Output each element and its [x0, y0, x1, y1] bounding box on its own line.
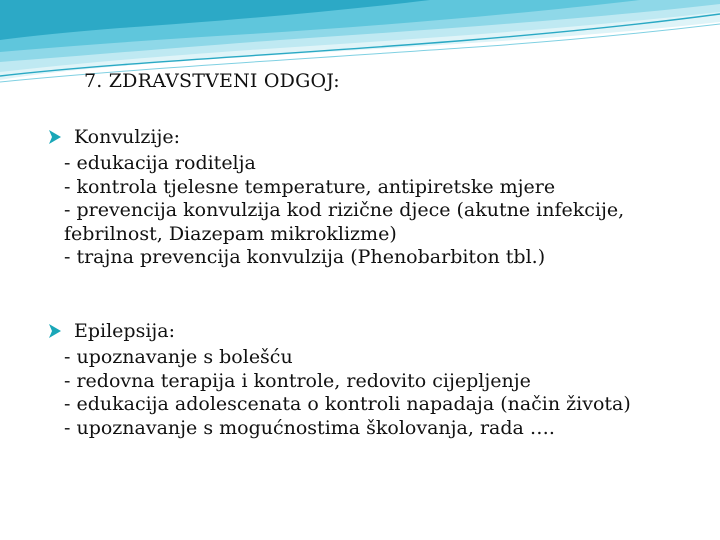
- item-list: [64, 346, 708, 440]
- list-item: - upoznavanje s mogućnostima školovanja, rada ….: [64, 416, 555, 439]
- section-epilepsija: [48, 318, 708, 440]
- list-item: - trajna prevencija konvulzija (Phenobarbiton tbl.): [64, 246, 546, 268]
- list-item: - edukacija roditelja: [64, 152, 256, 174]
- section-heading: Konvulzije:: [74, 126, 181, 148]
- section-heading-row: [48, 124, 708, 150]
- list-item: - upoznavanje s bolešću: [64, 346, 293, 368]
- section-heading: Epilepsija:: [74, 320, 176, 342]
- section-heading-row: [48, 318, 708, 344]
- slide-title: 7. ZDRAVSTVENI ODGOJ:: [84, 70, 340, 92]
- list-item: - edukacija adolescenata o kontroli napadaja (način života): [64, 393, 631, 415]
- list-item: - redovna terapija i kontrole, redovito cijepljenje: [64, 369, 531, 392]
- arrow-bullet-icon: [48, 129, 62, 145]
- item-list: [64, 152, 708, 270]
- section-konvulzije: [48, 124, 708, 270]
- arrow-bullet-icon: [48, 323, 62, 339]
- list-item: - prevencija konvulzija kod rizične djece (akutne infekcije, febrilnost, Diazepam mikroklizme): [64, 199, 625, 245]
- list-item: - kontrola tjelesne temperature, antipiretske mjere: [64, 175, 556, 198]
